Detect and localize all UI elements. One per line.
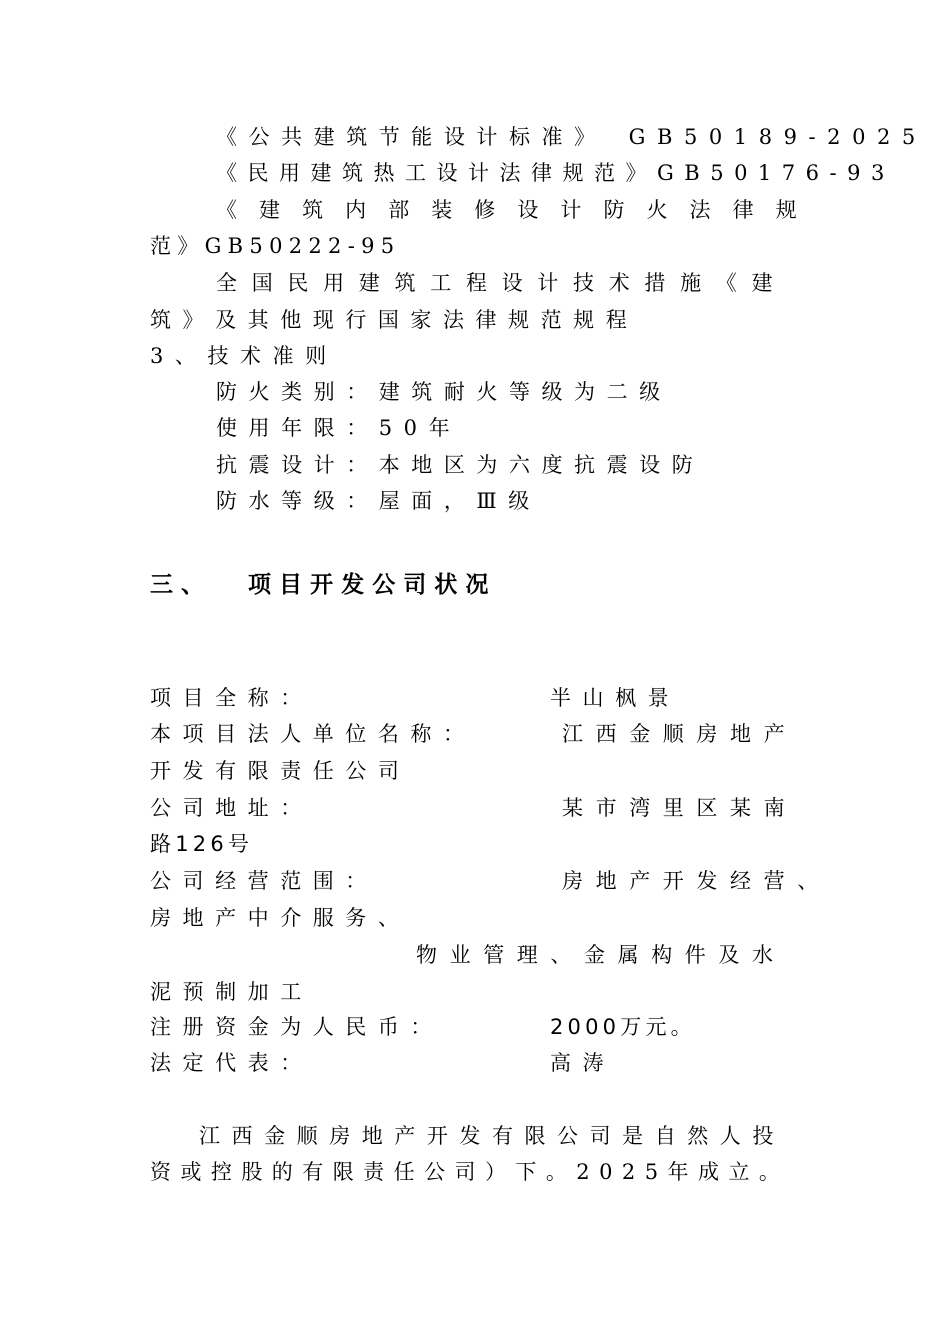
standard-line-3-cont: 范》GB50222-95 [150, 234, 401, 258]
seismic-line: 抗震设计：本地区为六度抗震设防 [216, 453, 705, 477]
address-value: 某市湾里区某南 [562, 796, 798, 820]
address-label: 公司地址： [150, 796, 313, 820]
legal-entity-value: 江西金顺房地产 [562, 722, 798, 746]
tech-section-title: 3、技术准则 [150, 344, 338, 368]
waterproof-line: 防水等级：屋面，Ⅲ级 [216, 489, 541, 513]
standard-line-2: 《民用建筑热工设计法律规范》GB50176-93 [216, 161, 895, 185]
legal-entity-label: 本项目法人单位名称： [150, 722, 476, 746]
scope-value: 房地产开发经营、 [562, 869, 831, 893]
section-title: 项目开发公司状况 [248, 572, 497, 598]
legal-entity-value-cont: 开发有限责任公司 [150, 759, 411, 783]
standard-line-4: 全国民用建筑工程设计技术措施《建 [216, 271, 788, 295]
scope-value-cont-1: 房地产中介服务、 [150, 906, 411, 930]
address-value-cont: 路126号 [150, 832, 254, 856]
capital-label: 注册资金为人民币： [150, 1015, 443, 1039]
full-name-label: 项目全称： [150, 686, 313, 710]
scope-value-cont-3: 泥预制加工 [150, 980, 313, 1004]
intro-line-1: 江西金顺房地产开发有限公司是自然人投 [199, 1124, 785, 1148]
capital-value: 2000万元。 [550, 1015, 696, 1039]
representative-label: 法定代表： [150, 1051, 313, 1075]
service-life-line: 使用年限：50年 [216, 416, 462, 440]
representative-value: 高涛 [550, 1051, 616, 1075]
scope-label: 公司经营范围： [150, 869, 378, 893]
standard-line-3: 《建筑内部装修设计防火法律规 [216, 198, 819, 222]
standard-line-1: 《公共建筑节能设计标准》 GB50189-2025 [216, 125, 927, 149]
full-name-value: 半山枫景 [550, 686, 681, 710]
standard-line-4-cont: 筑》及其他现行国家法律规范规程 [150, 308, 639, 332]
section-number: 三、 [150, 572, 213, 598]
intro-line-2: 资或控股的有限责任公司）下。2025年成立。 [150, 1160, 790, 1184]
fire-class-line: 防火类别：建筑耐火等级为二级 [216, 380, 672, 404]
scope-value-cont-2: 物业管理、金属构件及水 [416, 943, 786, 967]
